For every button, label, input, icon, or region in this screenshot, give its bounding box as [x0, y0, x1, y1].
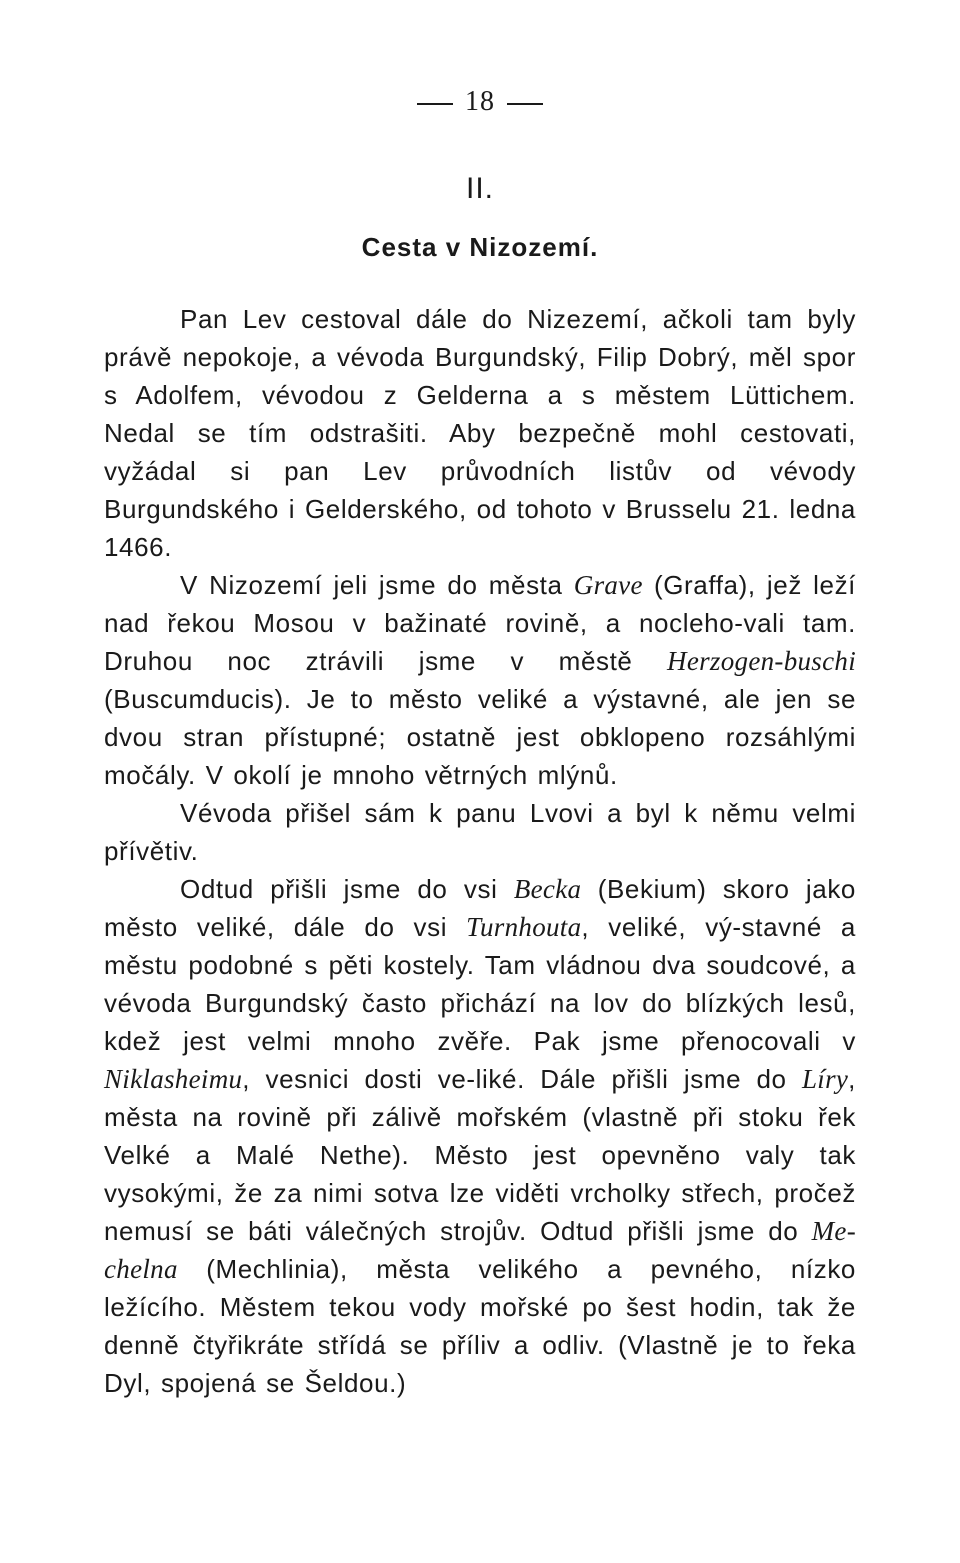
place-name-italic: Grave	[573, 570, 643, 600]
left-dash	[417, 103, 453, 105]
paragraph	[104, 566, 856, 794]
place-name-italic: Turnhouta	[466, 912, 582, 942]
text-run: (Graffa), jež leží nad řekou Mosou v bažinaté rovině, a nocleho-vali tam. Druhou noc ztrávili jsme v městě	[104, 570, 856, 676]
place-name-italic: Me-chelna	[104, 1216, 856, 1284]
text-run: , veliké, vý-stavné a městu podobné s pěti kostely. Tam vládnou dva soudcové, a vévoda Burgundský často přichází na lov do blízkých lesů, kdež jest velmi mnoho zvěře. Pak jsme přenocovali v	[104, 912, 856, 1056]
text-run: Vévoda přišel sám k panu Lvovi a byl k němu velmi přívětiv.	[104, 798, 856, 866]
paragraph	[104, 794, 856, 870]
text-run: , města na rovině při zálivě mořském (vlastně při stoku řek Velké a Malé Nethe). Město jest opevněno valy tak vysokými, že za nimi sotva lze viděti vrcholky střech, pročež nemusí se báti válečných strojův. Odtud přišli jsme do	[104, 1064, 856, 1246]
body-text	[104, 300, 856, 1402]
place-name-italic: Herzogen-buschi	[667, 646, 856, 676]
text-run: Pan Lev cestoval dále do Nizezemí, ačkoli tam byly právě nepokoje, a vévoda Burgundský, Filip Dobrý, měl spor s Adolfem, vévodou z Gelderna a s městem Lüttichem. Nedal se tím odstrašiti. Aby bezpečně mohl cestovati, vyžádal si pan Lev průvodních listův od vévody Burgundského i Gelderského, od tohoto v Brusselu 21. ledna 1466.	[104, 304, 856, 562]
chapter-number: II.	[465, 172, 494, 205]
text-run: (Bekium) skoro jako město veliké, dále do vsi	[104, 874, 856, 942]
paragraph	[104, 300, 856, 566]
text-run: V Nizozemí jeli jsme do města	[180, 570, 574, 600]
chapter-title: Cesta v Nizozemí.	[361, 232, 599, 262]
text-run: , vesnici dosti ve-liké. Dále přišli jsme do	[242, 1064, 802, 1094]
right-dash	[507, 103, 543, 105]
paragraph	[104, 870, 856, 1402]
place-name-italic: Becka	[513, 874, 582, 904]
page-number	[0, 86, 960, 118]
page-number-value: 18	[465, 86, 495, 117]
text-run: (Mechlinia), města velikého a pevného, nízko ležícího. Městem tekou vody mořské po šest hodin, tak že denně čtyřikráte střídá se příliv a odliv. (Vlastně je to řeka Dyl, spojená se Šeldou.)	[104, 1254, 856, 1398]
text-run: Odtud přišli jsme do vsi	[180, 874, 514, 904]
place-name-italic: Líry	[801, 1064, 849, 1094]
place-name-italic: Niklasheimu	[104, 1064, 243, 1094]
text-run: (Buscumducis). Je to město veliké a výstavné, ale jen se dvou stran přístupné; ostatně jest obklopeno rozsáhlými močály. V okolí je mnoho větrných mlýnů.	[104, 684, 856, 790]
